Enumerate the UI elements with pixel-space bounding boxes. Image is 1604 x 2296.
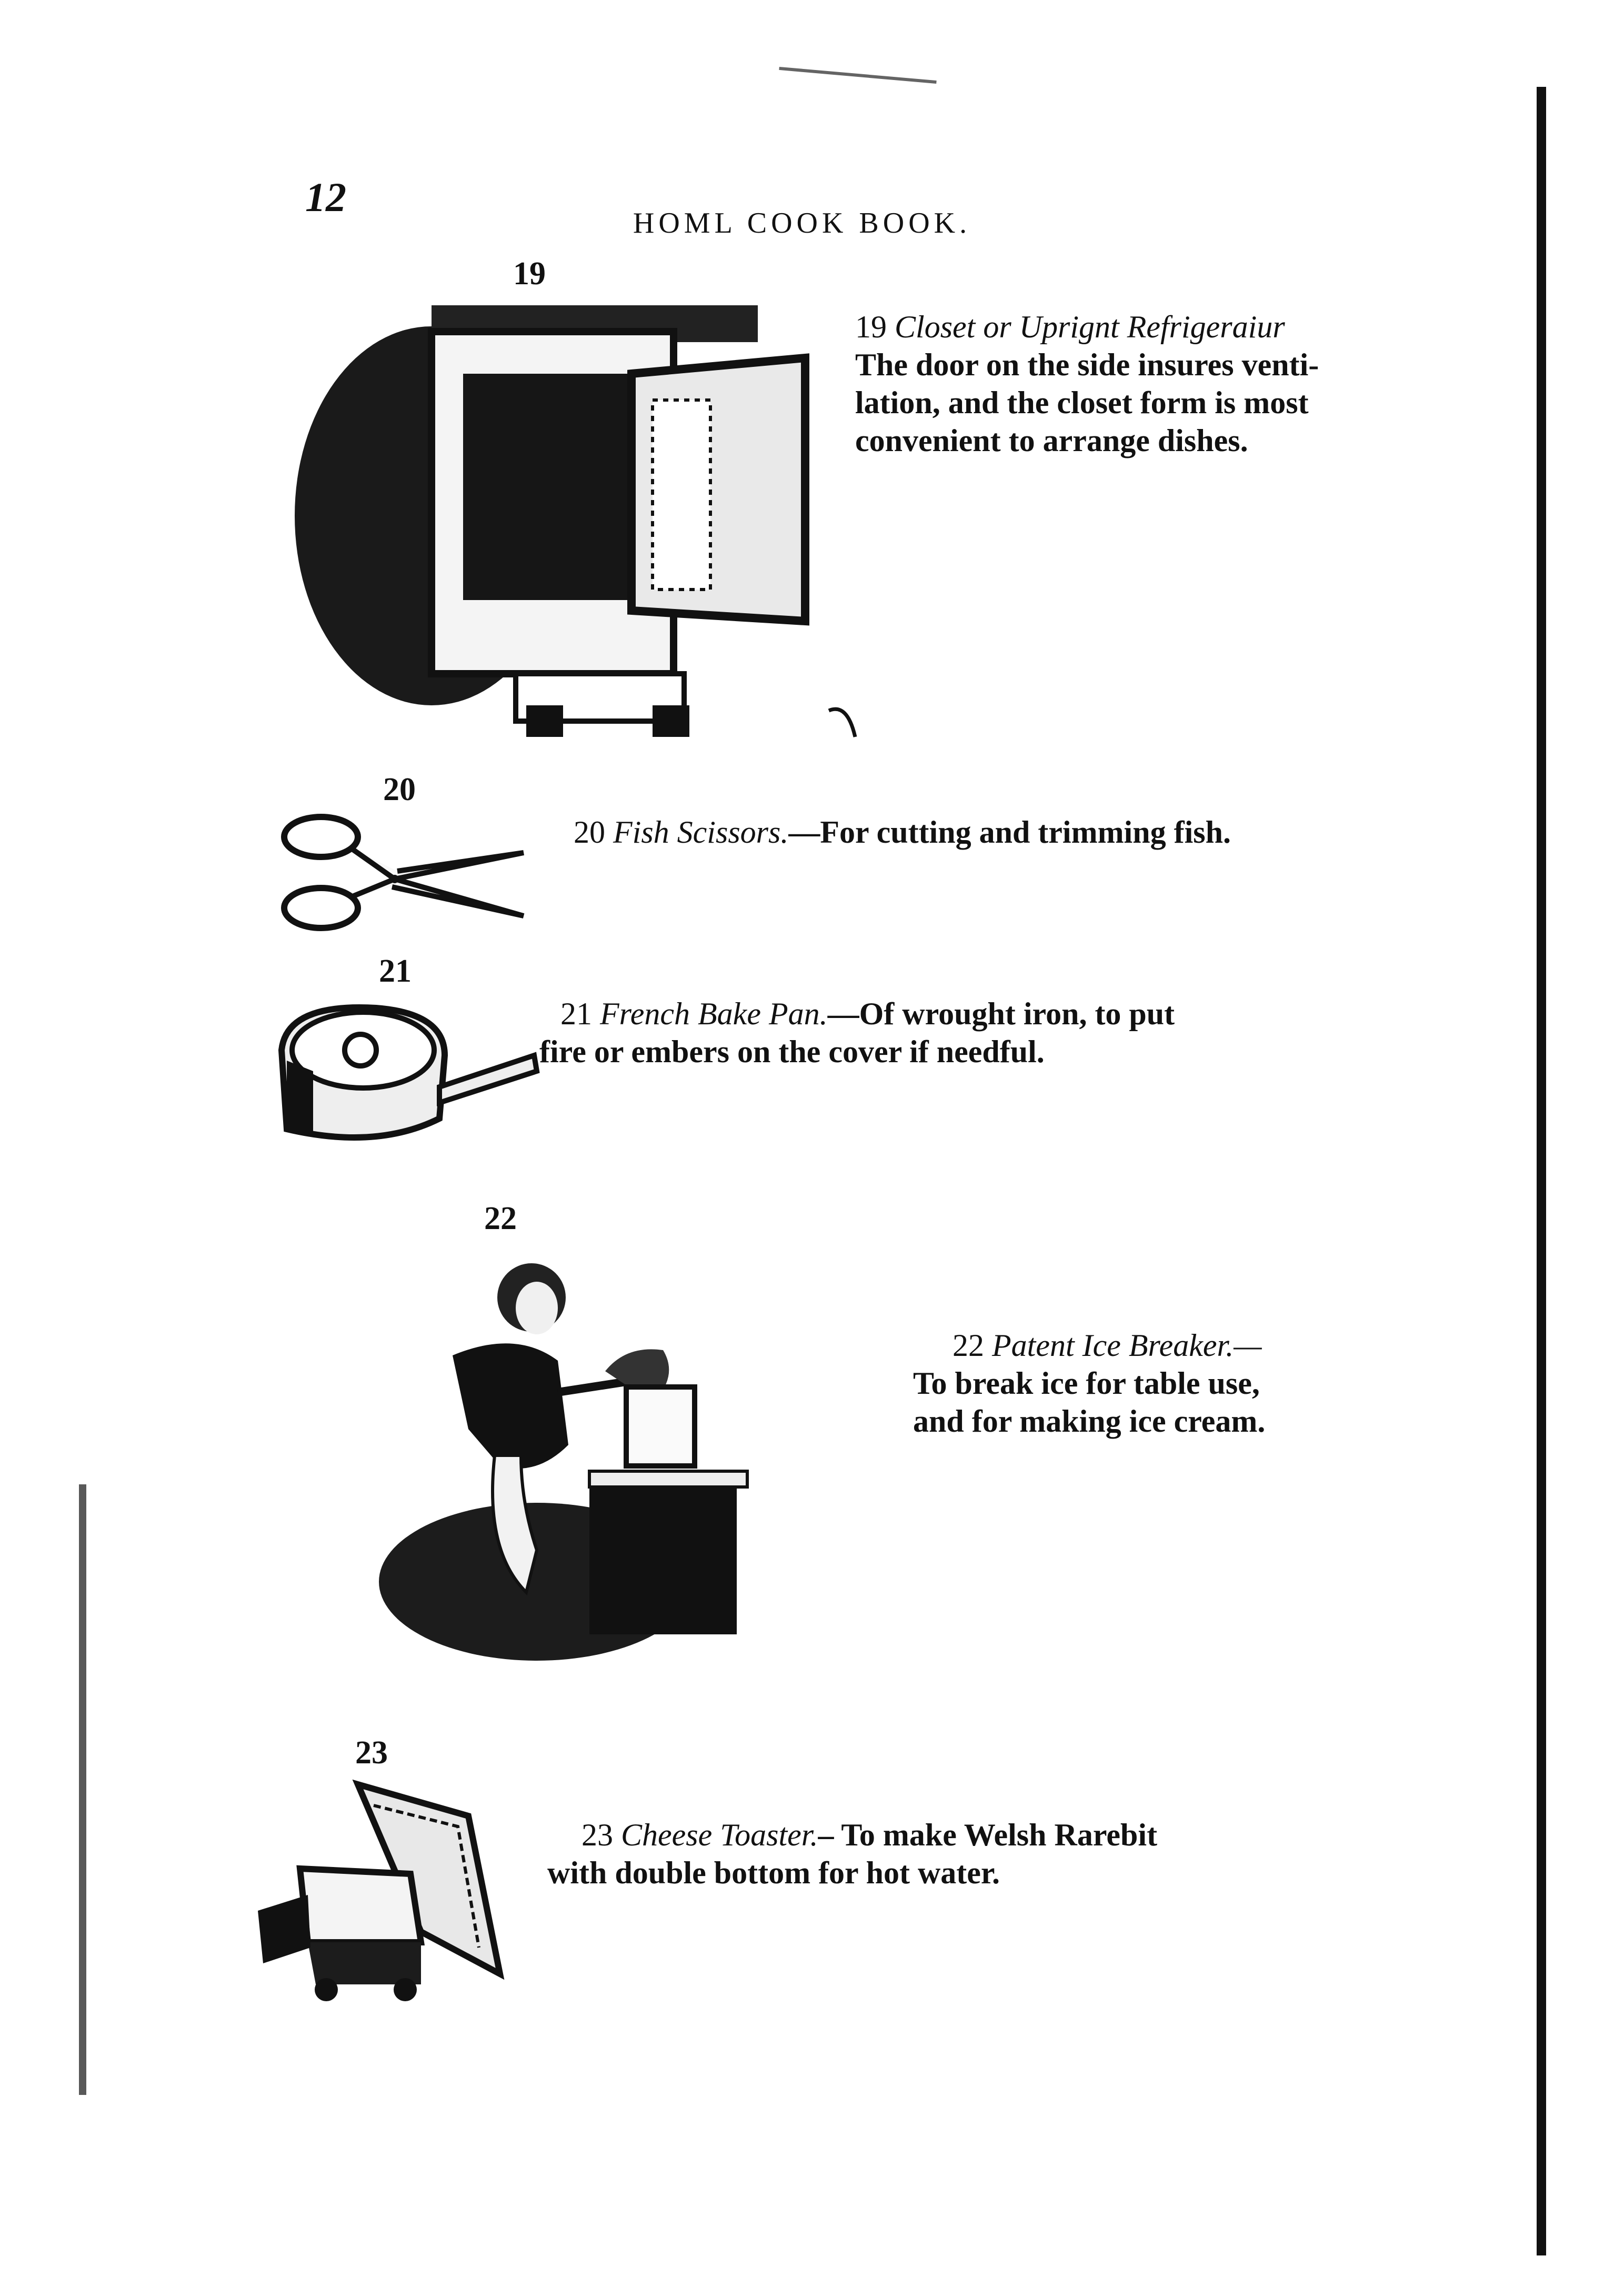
left-edge-artifact xyxy=(79,1484,86,2095)
figure-number: 22 xyxy=(484,1201,517,1236)
cheese-toaster-icon xyxy=(247,1774,547,2016)
figure-21-title: French Bake Pan. xyxy=(600,996,828,1031)
figure-number: 23 xyxy=(355,1735,388,1771)
figure-22-line-2: and for making ice cream. xyxy=(913,1404,1266,1439)
figure-19-num: 19 xyxy=(855,310,887,344)
figure-number: 20 xyxy=(383,772,416,807)
ice-breaker-icon xyxy=(379,1255,789,1661)
margin-rule xyxy=(1537,87,1546,2255)
figure-23-num: 23 xyxy=(582,1818,613,1852)
figure-21-line-1: —Of wrought iron, to put xyxy=(827,996,1175,1031)
figure-20-caption xyxy=(574,813,1231,851)
figure-19-line-1: The door on the side insures venti- xyxy=(855,347,1319,382)
figure-number: 21 xyxy=(379,953,412,989)
figure-23-line-1: – To make Welsh Rarebit xyxy=(818,1818,1158,1852)
figure-20-title: Fish Scissors. xyxy=(613,815,789,850)
figure-22-title: Patent Ice Breaker.— xyxy=(992,1328,1262,1363)
figure-22-caption xyxy=(913,1326,1265,1440)
figure-22-num: 22 xyxy=(953,1328,984,1363)
figure-19-caption xyxy=(855,308,1319,460)
page-number: 12 xyxy=(305,174,346,220)
hook-mark xyxy=(826,703,868,745)
scissors-icon xyxy=(282,811,534,937)
figure-21-num: 21 xyxy=(560,996,592,1031)
figure-20-text: —For cutting and trimming fish. xyxy=(788,815,1231,850)
figure-23-title: Cheese Toaster. xyxy=(621,1818,818,1852)
figure-21-caption xyxy=(539,995,1175,1071)
figure-19-line-3: convenient to arrange dishes. xyxy=(855,423,1248,458)
top-edge-artifact xyxy=(779,67,936,84)
figure-22-line-1: To break ice for table use, xyxy=(913,1366,1260,1401)
figure-number: 19 xyxy=(513,256,546,292)
figure-23-line-2: with double bottom for hot water. xyxy=(547,1855,1000,1890)
refrigerator-icon xyxy=(284,295,863,758)
figure-23-caption xyxy=(547,1816,1157,1892)
bake-pan-icon xyxy=(271,997,545,1155)
running-head: HOML COOK BOOK. xyxy=(633,207,971,239)
figure-19-line-2: lation, and the closet form is most xyxy=(855,385,1309,420)
figure-21-line-2: fire or embers on the cover if needful. xyxy=(539,1034,1045,1069)
figure-19-title: Closet or Uprignt Refrigeraiur xyxy=(895,310,1285,344)
figure-20-num: 20 xyxy=(574,815,605,850)
